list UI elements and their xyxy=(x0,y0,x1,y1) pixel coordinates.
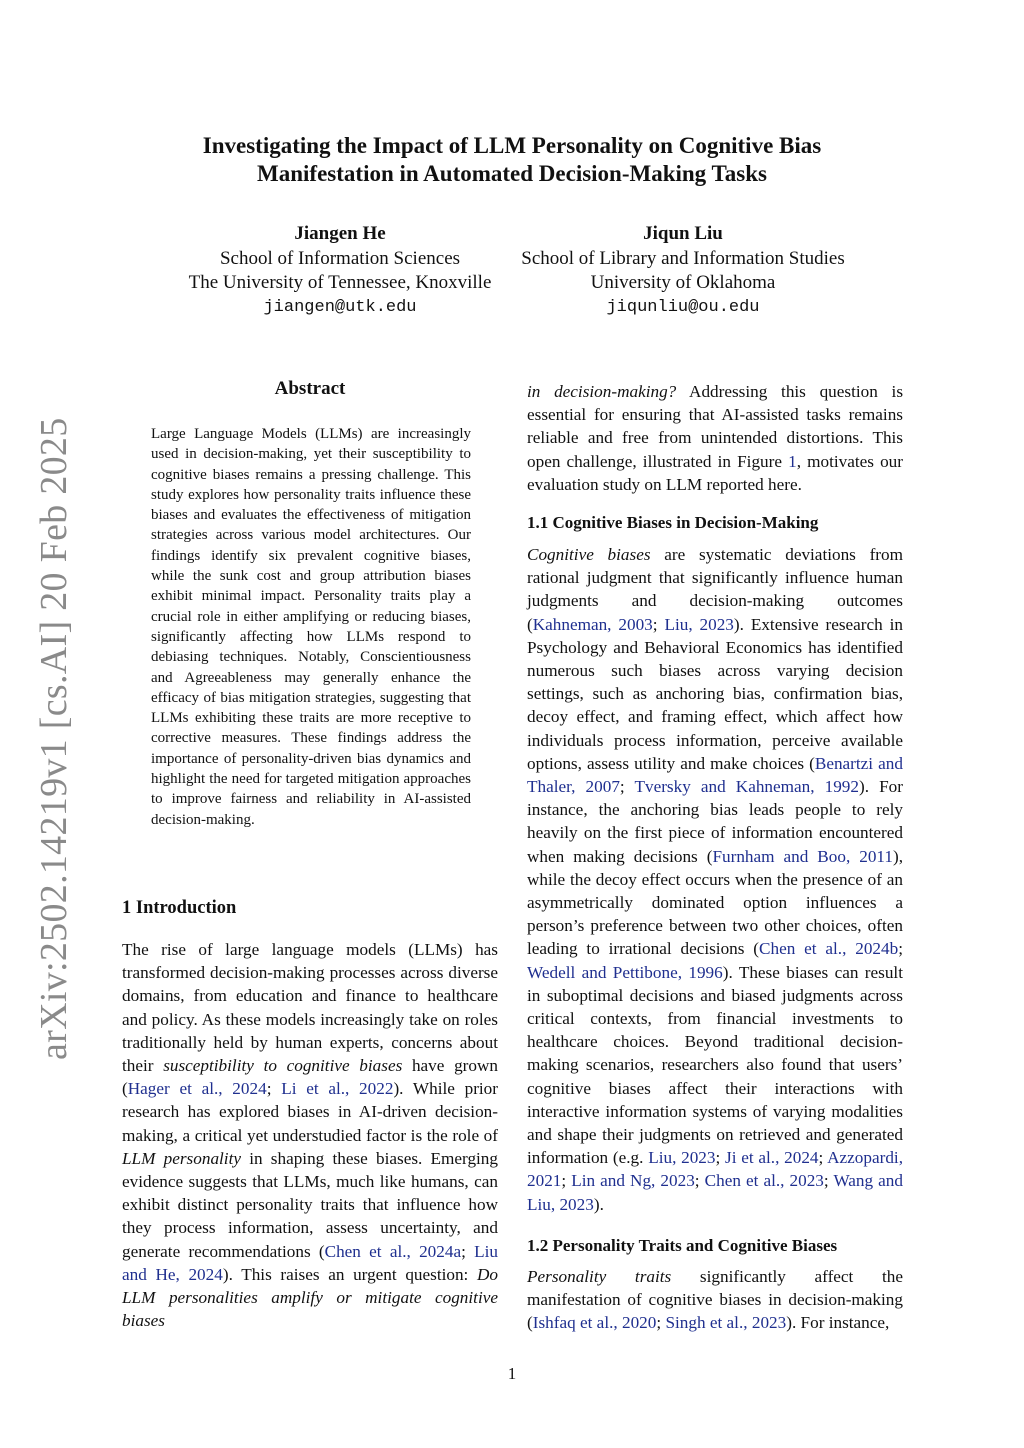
author-block-2 xyxy=(500,222,866,320)
citation-link[interactable]: Chen et al., 2024a xyxy=(324,1241,462,1261)
author-name: Jiangen He xyxy=(294,223,386,244)
citation-link[interactable]: Azzopardi, 2021 xyxy=(527,1148,904,1191)
citation-link[interactable]: Wedell and Pettibone, 1996 xyxy=(527,962,723,982)
author-block-1 xyxy=(170,222,510,320)
citation-link[interactable]: Liu, 2023 xyxy=(648,1148,716,1168)
citation-link[interactable]: Furnham and Boo, 2011 xyxy=(712,846,893,866)
paper-title xyxy=(100,132,924,188)
citation-link[interactable]: Liu, 2023 xyxy=(664,614,734,634)
intro-paragraph: The rise of large language models (LLMs) has transformed decision-making processes across diverse domains, from education and finance to healthcare and policy. As these models increasingly take on roles traditionally held by human experts, concerns about their susceptibility to cognitive biases have grown (Hager et al., 2024; Li et al., 2022). While prior research has explored biases in AI-driven decision-making, a critical yet understudied factor is the role of LLM personality in shaping these biases. Emerging evidence suggests that LLMs, much like humans, can exhibit distinct personality traits that influence how they process information, assess uncertainty, and generate recommendations (Chen et al., 2024a; Liu and He, 2024). This raises an urgent question: Do LLM personalities amplify or mitigate cognitive biases xyxy=(122,940,499,1331)
citation-link[interactable]: Hager et al., 2024 xyxy=(127,1079,267,1099)
figure-link[interactable]: 1 xyxy=(788,451,797,471)
section-heading-introduction: 1 Introduction xyxy=(122,898,237,918)
personality-traits-paragraph: Personality traits significantly affect the manifestation of cognitive biases in decision-making (Ishfaq et al., 2020; Singh et al., 2023). For instance, xyxy=(527,1267,904,1333)
author-email[interactable]: jiqunliu@ou.edu xyxy=(606,297,760,317)
citation-link[interactable]: Liu and He, 2024 xyxy=(122,1241,499,1284)
citation-link[interactable]: Chen et al., 2024b xyxy=(759,939,899,959)
title-line-2: Manifestation in Automated Decision-Making Tasks xyxy=(257,161,767,186)
intro-continuation-paragraph: in decision-making? Addressing this question is essential for ensuring that AI-assisted tasks remains reliable and free from unintended distortions. This open challenge, illustrated in Figure 1, motivates our evaluation study on LLM reported here. xyxy=(527,382,904,494)
cognitive-biases-paragraph: Cognitive biases are systematic deviations from rational judgment that significantly influence human judgments and decision-making outcomes (Kahneman, 2003; Liu, 2023). Extensive research in Psychology and Behavioral Economics has identified numerous such biases across varying decision settings, such as anchoring bias, confirmation bias, decoy effect, and framing effect, which affect how individuals process information, perceive available options, assess utility and make choices (Benartzi and Thaler, 2007; Tversky and Kahneman, 1992). For instance, the anchoring bias leads people to rely heavily on the first piece of information encountered when making decisions (Furnham and Boo, 2011), while the decoy effect occurs when the presence of an asymmetrically dominated option influences a person’s preference between two other choices, often leading to irrational decisions (Chen et al., 2024b; Wedell and Pettibone, 1996). These biases can result in suboptimal decisions and biased judgments across critical contexts, from financial investments to healthcare choices. Beyond traditional decision-making scenarios, researchers also found that users’ cognitive biases affect their interactions with interactive information systems of varying modalities and shape their judgments on retrieved and generated information (e.g. Liu, 2023; Ji et al., 2024; Azzopardi, 2021; Lin and Ng, 2023; Chen et al., 2023; Wang and Liu, 2023). xyxy=(527,545,904,1214)
arxiv-identifier: arXiv:2502.14219v1 [cs.AI] 20 Feb 2025 xyxy=(33,417,75,1060)
author-name: Jiqun Liu xyxy=(643,223,723,244)
abstract-text: Large Language Models (LLMs) are increasingly used in decision-making, yet their susceptibility to cognitive biases remains a pressing challenge. This study explores how personality traits influence these biases and evaluates the effectiveness of mitigation strategies across various model architectures. Our findings identify six prevalent cognitive biases, while the sunk cost and group attribution biases exhibit minimal impact. Personality traits play a crucial role in either amplifying or reducing biases, significantly affecting how LLMs respond to debiasing techniques. Notably, Conscientiousness and Agreeableness may generally enhance the efficacy of bias mitigation strategies, suggesting that LLMs exhibiting these traits are more receptive to corrective measures. These findings address the importance of personality-driven bias dynamics and highlight the need for targeted mitigation approaches to improve fairness and reliability in AI-assisted decision-making. xyxy=(151,426,471,828)
page-number: 1 xyxy=(507,1364,517,1383)
citation-link[interactable]: Ishfaq et al., 2020 xyxy=(532,1313,657,1333)
subsection-heading-personality-traits: 1.2 Personality Traits and Cognitive Biases xyxy=(527,1236,838,1255)
author-email[interactable]: jiangen@utk.edu xyxy=(263,297,417,317)
author-institution: The University of Tennessee, Knoxville xyxy=(188,272,492,293)
citation-link[interactable]: Chen et al., 2023 xyxy=(704,1171,824,1191)
citation-link[interactable]: Li et al., 2022 xyxy=(281,1079,394,1099)
citation-link[interactable]: Ji et al., 2024 xyxy=(725,1148,819,1168)
author-affiliation: School of Library and Information Studies xyxy=(521,247,845,269)
citation-link[interactable]: Kahneman, 2003 xyxy=(532,614,653,634)
citation-link[interactable]: Singh et al., 2023 xyxy=(665,1313,787,1333)
citation-link[interactable]: Wang and Liu, 2023 xyxy=(527,1171,903,1214)
author-institution: University of Oklahoma xyxy=(590,272,776,293)
title-line-1: Investigating the Impact of LLM Personality on Cognitive Bias xyxy=(202,133,822,158)
citation-link[interactable]: Tversky and Kahneman, 1992 xyxy=(634,777,859,797)
abstract-heading: Abstract xyxy=(274,378,346,399)
citation-link[interactable]: Benartzi and Thaler, 2007 xyxy=(527,753,903,797)
author-affiliation: School of Information Sciences xyxy=(219,247,461,269)
subsection-heading-cognitive-biases: 1.1 Cognitive Biases in Decision-Making xyxy=(527,513,819,532)
citation-link[interactable]: Lin and Ng, 2023 xyxy=(571,1171,695,1191)
